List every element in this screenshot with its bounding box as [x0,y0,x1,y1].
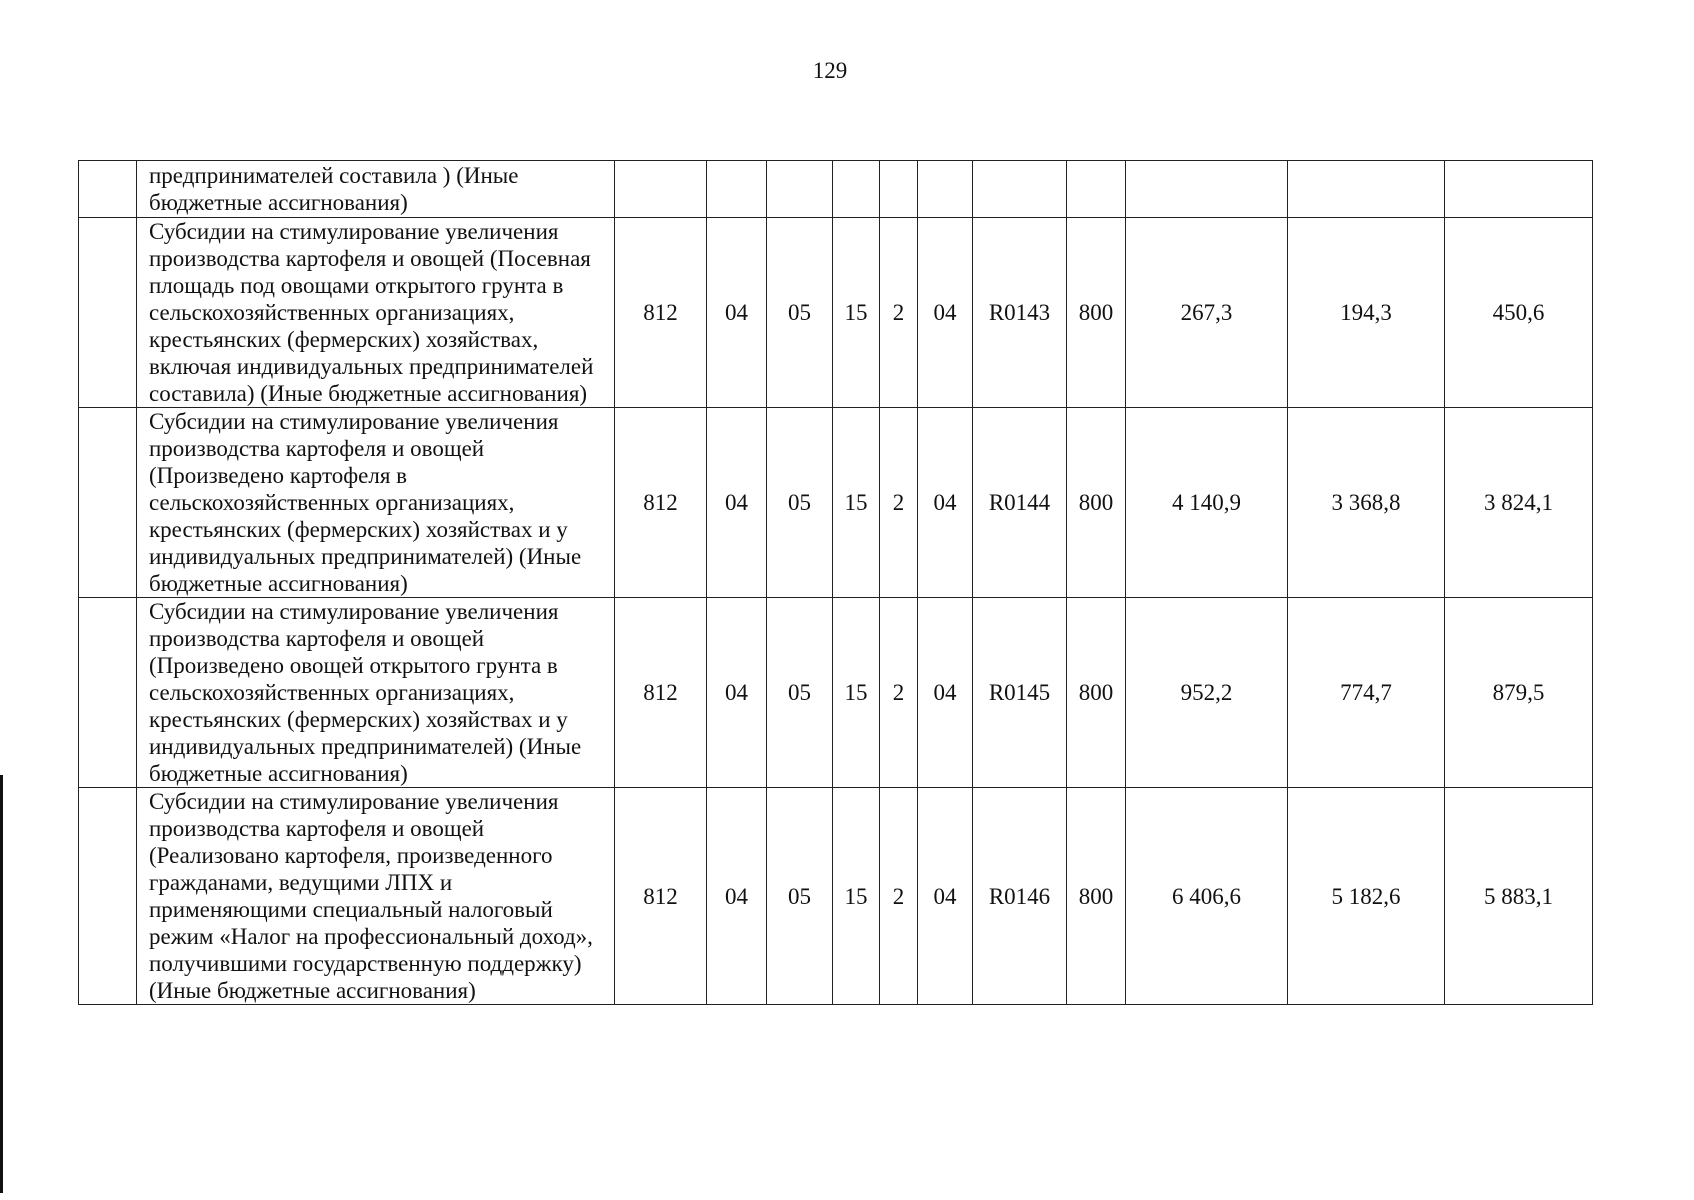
event-cell: 04 [918,408,973,598]
rz-cell [707,161,767,218]
amount-year2-cell: 3 368,8 [1288,408,1445,598]
vr-cell: 800 [1067,408,1126,598]
rz-cell: 04 [707,218,767,408]
description-cell: Субсидии на стимулирование увеличения производства картофеля и овощей (Произведено картофеля в сельскохозяйственных организациях, крестьянских (фермерских) хозяйствах и у индивидуальных предпринимателей) (Иные бюджетные ассигнования) [137,408,615,598]
row-number-cell [79,598,137,788]
amount-year1-cell: 267,3 [1126,218,1288,408]
program-cell: 15 [833,598,880,788]
direction-cell: R0143 [973,218,1067,408]
subprogram-cell: 2 [880,408,918,598]
row-number-cell [79,161,137,218]
description-cell: предпринимателей составила ) (Иные бюджетные ассигнования) [137,161,615,218]
amount-year2-cell [1288,161,1445,218]
amount-year2-cell: 774,7 [1288,598,1445,788]
event-cell [918,161,973,218]
event-cell: 04 [918,788,973,1005]
grbs-cell: 812 [615,218,707,408]
amount-year3-cell [1445,161,1593,218]
amount-year3-cell: 3 824,1 [1445,408,1593,598]
table-row [79,161,1593,218]
grbs-cell: 812 [615,788,707,1005]
event-cell: 04 [918,598,973,788]
subprogram-cell: 2 [880,598,918,788]
row-number-cell [79,788,137,1005]
amount-year3-cell: 450,6 [1445,218,1593,408]
subprogram-cell [880,161,918,218]
table-row [79,408,1593,598]
pr-cell: 05 [767,788,833,1005]
amount-year2-cell: 194,3 [1288,218,1445,408]
event-cell: 04 [918,218,973,408]
grbs-cell [615,161,707,218]
vr-cell: 800 [1067,218,1126,408]
amount-year3-cell: 879,5 [1445,598,1593,788]
pr-cell [767,161,833,218]
page-number: 129 [812,58,848,83]
table-body [79,161,1593,1005]
amount-year1-cell: 4 140,9 [1126,408,1288,598]
rz-cell: 04 [707,408,767,598]
vr-cell: 800 [1067,598,1126,788]
subprogram-cell: 2 [880,218,918,408]
vr-cell: 800 [1067,788,1126,1005]
program-cell: 15 [833,408,880,598]
row-number-cell [79,408,137,598]
pr-cell: 05 [767,218,833,408]
description-cell: Субсидии на стимулирование увеличения производства картофеля и овощей (Произведено овощей открытого грунта в сельскохозяйственных организациях, крестьянских (фермерских) хозяйствах и у индивидуальных предпринимателей) (Иные бюджетные ассигнования) [137,598,615,788]
vr-cell [1067,161,1126,218]
program-cell [833,161,880,218]
program-cell: 15 [833,788,880,1005]
amount-year1-cell: 952,2 [1126,598,1288,788]
table-row [79,598,1593,788]
scan-edge-line [0,775,3,1193]
amount-year2-cell: 5 182,6 [1288,788,1445,1005]
budget-table [78,160,1593,1005]
rz-cell: 04 [707,598,767,788]
rz-cell: 04 [707,788,767,1005]
description-cell: Субсидии на стимулирование увеличения производства картофеля и овощей (Посевная площадь под овощами открытого грунта в сельскохозяйственных организациях, крестьянских (фермерских) хозяйствах, включая индивидуальных предпринимателей составила) (Иные бюджетные ассигнования) [137,218,615,408]
amount-year3-cell: 5 883,1 [1445,788,1593,1005]
direction-cell: R0145 [973,598,1067,788]
program-cell: 15 [833,218,880,408]
row-number-cell [79,218,137,408]
direction-cell [973,161,1067,218]
table-row [79,788,1593,1005]
grbs-cell: 812 [615,408,707,598]
subprogram-cell: 2 [880,788,918,1005]
pr-cell: 05 [767,408,833,598]
amount-year1-cell [1126,161,1288,218]
amount-year1-cell: 6 406,6 [1126,788,1288,1005]
pr-cell: 05 [767,598,833,788]
table-row [79,218,1593,408]
direction-cell: R0144 [973,408,1067,598]
direction-cell: R0146 [973,788,1067,1005]
grbs-cell: 812 [615,598,707,788]
description-cell: Субсидии на стимулирование увеличения производства картофеля и овощей (Реализовано картофеля, произведенного гражданами, ведущими ЛПХ и применяющими специальный налоговый режим «Налог на профессиональный доход», получившими государственную поддержку) (Иные бюджетные ассигнования) [137,788,615,1005]
